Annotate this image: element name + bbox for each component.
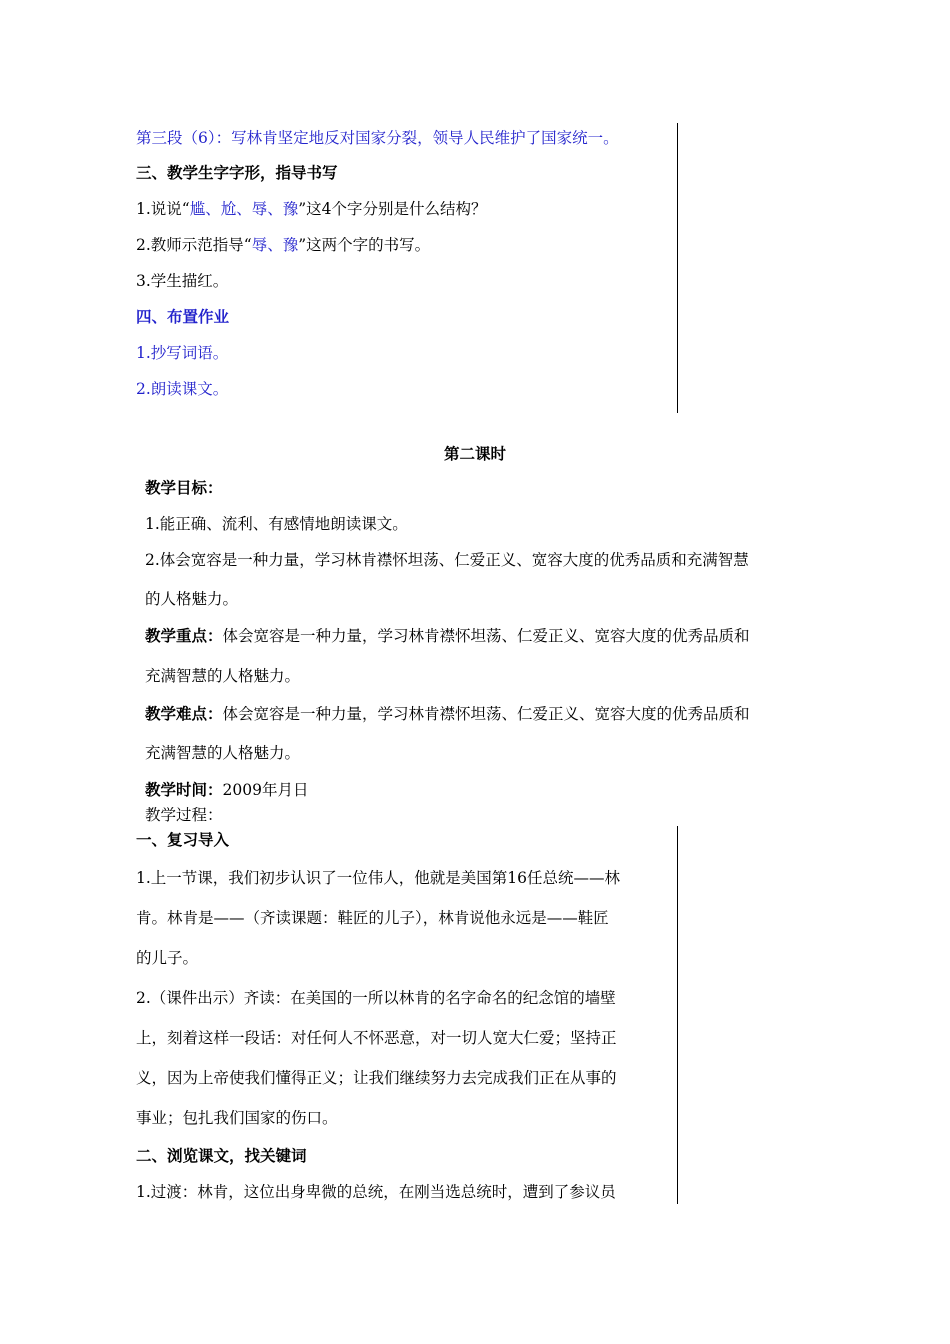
table-right-border-top: [677, 123, 678, 413]
difficulty-label: 教学难点：: [145, 704, 223, 723]
heading-review: 一、复习导入: [136, 830, 230, 849]
goals-label: 教学目标：: [145, 478, 223, 497]
question-1-suffix: ”这4个字分别是什么结构？: [298, 200, 487, 218]
question-1-chars: 尴、尬、辱、豫: [189, 200, 299, 218]
heading-browse: 二、浏览课文，找关键词: [136, 1146, 307, 1165]
goal-1: 1.能正确、流利、有感情地朗读课文。: [145, 515, 408, 533]
key-point-line-1: [145, 626, 750, 646]
goal-2-line-1: 2.体会宽容是一种力量，学习林肯襟怀坦荡、仁爱正义、宽容大度的优秀品质和充满智慧: [145, 551, 749, 569]
difficulty-line-2: 充满智慧的人格魅力。: [145, 744, 301, 762]
review-para-1-line-3: 的儿子。: [136, 949, 199, 967]
question-3: 3.学生描红。: [136, 272, 229, 290]
process-label: 教学过程：: [145, 806, 223, 824]
lesson-title: 第二课时: [443, 444, 506, 463]
homework-2: 2.朗读课文。: [136, 380, 229, 398]
review-para-2-line-3: 义，因为上帝使我们懂得正义；让我们继续努力去完成我们正在从事的: [136, 1069, 617, 1087]
key-point-line-2: 充满智慧的人格魅力。: [145, 667, 301, 685]
paragraph-third-section: 第三段（6）：写林肯坚定地反对国家分裂，领导人民维护了国家统一。: [136, 129, 619, 147]
question-1: [136, 199, 487, 219]
heading-section-three: 三、教学生字字形，指导书写: [136, 163, 338, 182]
teaching-time-value: 2009年月日: [222, 781, 309, 799]
teaching-time-label: 教学时间：: [145, 780, 223, 799]
key-point-text: 体会宽容是一种力量，学习林肯襟怀坦荡、仁爱正义、宽容大度的优秀品质和: [222, 627, 750, 645]
question-2-suffix: ”这两个字的书写。: [298, 236, 431, 254]
question-2-chars: 辱、豫: [251, 236, 299, 254]
review-para-2-line-2: 上，刻着这样一段话：对任何人不怀恶意，对一切人宽大仁爱；坚持正: [136, 1029, 617, 1047]
review-para-2-line-4: 事业；包扎我们国家的伤口。: [136, 1109, 338, 1127]
difficulty-text: 体会宽容是一种力量，学习林肯襟怀坦荡、仁爱正义、宽容大度的优秀品质和: [222, 705, 750, 723]
review-para-1-line-2: 肯。林肯是——（齐读课题：鞋匠的儿子），林肯说他永远是——鞋匠: [136, 909, 609, 927]
question-2-prefix: 2.教师示范指导“: [136, 236, 252, 254]
question-1-prefix: 1.说说“: [136, 200, 190, 218]
difficulty-line-1: [145, 704, 750, 724]
review-para-2-line-1: 2.（课件出示）齐读：在美国的一所以林肯的名字命名的纪念馆的墙壁: [136, 989, 616, 1007]
heading-section-four: 四、布置作业: [136, 307, 230, 326]
question-2: [136, 235, 430, 255]
homework-1: 1.抄写词语。: [136, 344, 229, 362]
key-point-label: 教学重点：: [145, 626, 223, 645]
review-para-1-line-1: 1.上一节课，我们初步认识了一位伟人，他就是美国第16任总统——林: [136, 869, 621, 887]
table-right-border-bottom: [677, 826, 678, 1204]
teaching-time: [145, 780, 308, 800]
browse-para-1-line-1: 1.过渡：林肯，这位出身卑微的总统，在刚当选总统时，遭到了参议员: [136, 1183, 616, 1201]
goal-2-line-2: 的人格魅力。: [145, 590, 239, 608]
